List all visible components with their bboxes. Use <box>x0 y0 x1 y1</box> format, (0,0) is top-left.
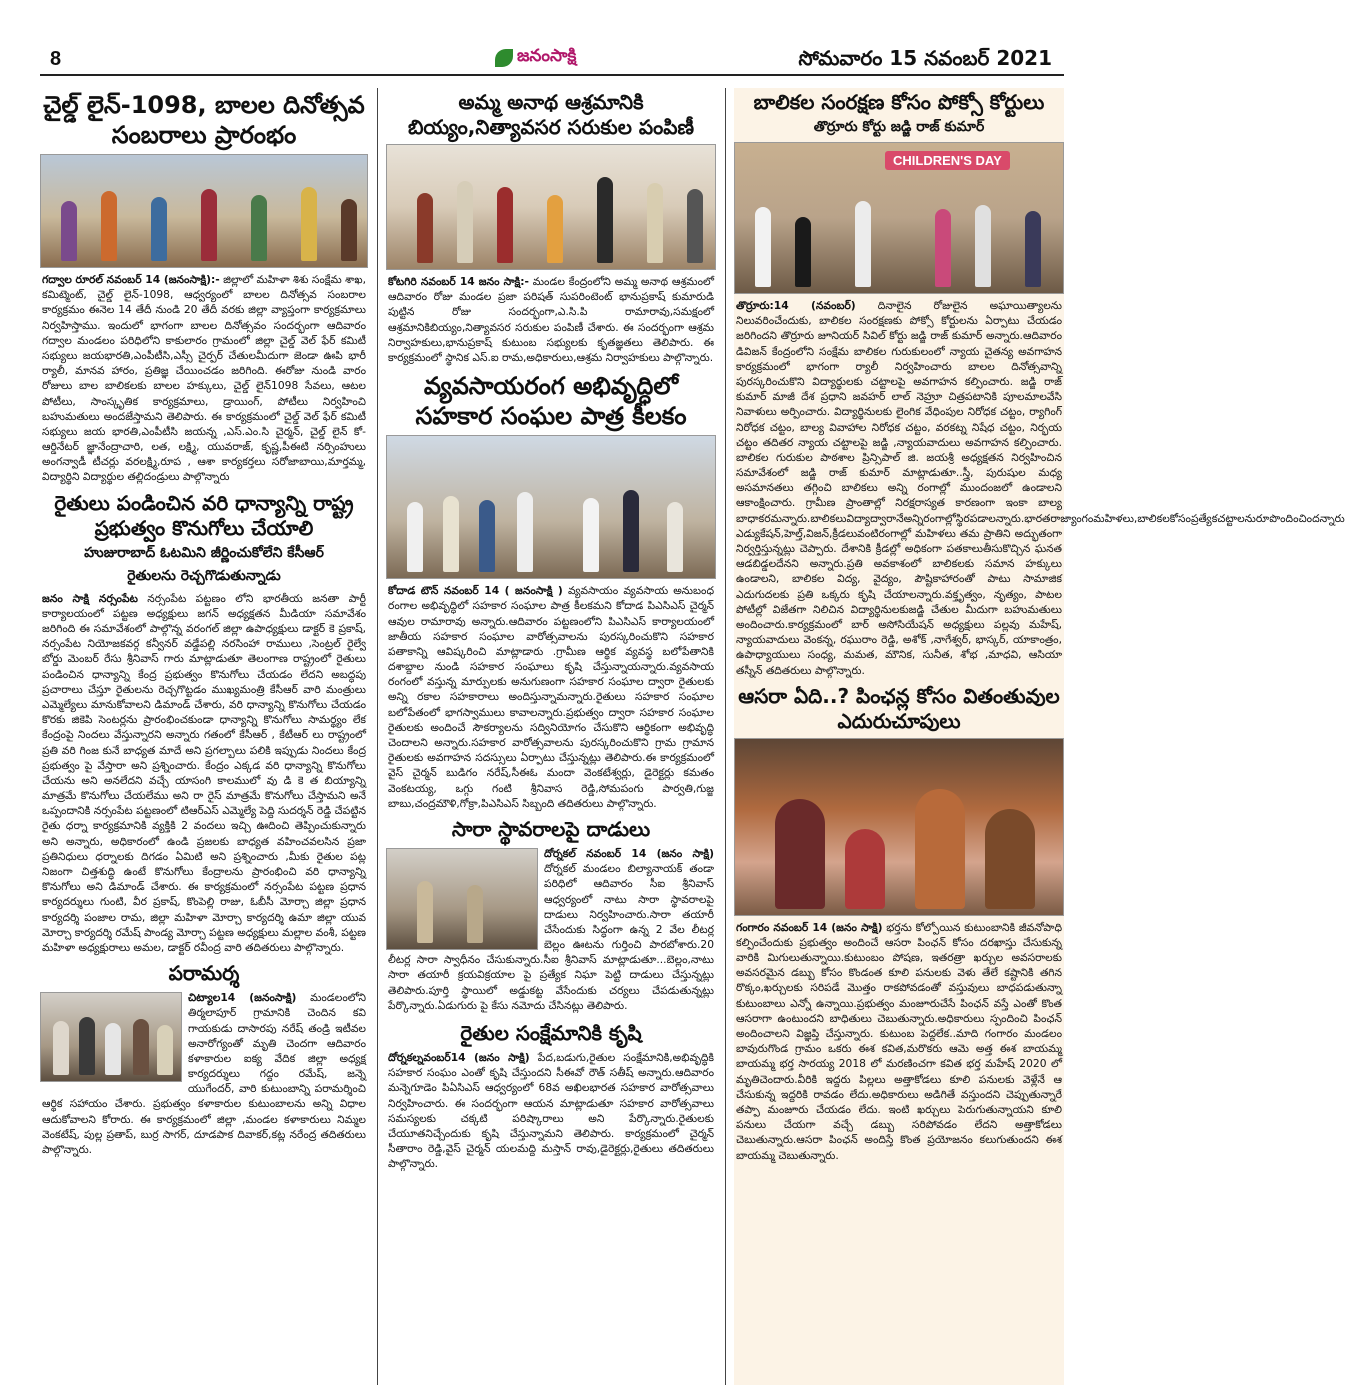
headline-pension: ఆసరా ఏది..? పింఛన్ల కోసం వితంతువుల ఎదురుచూపులు <box>738 683 1060 733</box>
article-text: దోర్నకల్ మండలం బిల్యానాయక్ తండా పరిధిలో ఆదివారం సీఐ శ్రీనివాస్ ఆధ్వర్యంలో నాటు సారా స్థావరాలపై దాడులు నిర్వహించారు.సారా తయారీ చేసేందుకు సిద్ధంగా ఉన్న 2 వేల లీటర్ల బెల్లం ఊటను గుర్తించి పారబోశారు.20 లీటర్ల సారా స్వాధీనం చేసుకున్నారు.సీఐ శ్రీనివాస్ మాట్లాడుతూ...బెల్లం,నాటు సారా తయారీ క్రయవిక్రయాల పై ప్రత్యేక నిఘా పెట్టి దాడులు చేస్తున్నట్లు తెలిపారు.పూర్తి స్థాయిలో అడ్డుకట్ట వేసేందుకు చర్యలు చేపడుతున్నట్లు పేర్కొన్నారు.ఏడుగురు పై కేసు నమోదు చేసినట్లు తెలిపారు. <box>388 862 714 1012</box>
article-paddy-body <box>42 591 366 956</box>
headline-liquor-raids: సారా స్థావరాలపై దాడులు <box>451 816 651 841</box>
article-childline-body <box>42 272 366 485</box>
dateline: తొర్రూరు:14 (నవంబర్) <box>736 299 856 312</box>
headline-pocso: బాలికల సంరక్షణ కోసం పోక్సో కోర్టులు <box>753 90 1045 114</box>
headline-cooperative: వ్యవసాయరంగ అభివృద్ధిలో సహకార సంఘల పాత్ర కీలకం <box>415 372 687 431</box>
photo-raid <box>386 848 538 950</box>
subhead-paddy-1: హుజురాబాద్ ఓటమిని జీర్ణించుకోలేని కేసీఆర్ <box>84 544 324 561</box>
headline-paddy: రైతులు పండించిన వరి ధాన్యాన్ని రాష్ట్ర ప్రభుత్వం కొనుగోలు చేయాలి <box>54 490 354 540</box>
article-text: మండలంలోని తిర్మలాపూర్ గ్రామానికి చెందిన కవి గాయకుడు దాసారపు నరేష్ తండ్రి ఇటీవల అనారోగ్యంతో మృతి చెందగా ఆదివారం కళాకారుల ఐక్య వేదిక జిల్లా అధ్యక్ష కార్యదర్శులు గద్దం రమేష్, జన్నె యుగేందర్, వారి కుటుంబాన్ని పరామర్శించి ఆర్థిక సహాయం చేశారు. ప్రభుత్వం కళాకారుల కుటుంబాలను అన్ని విధాల ఆదుకోవాలని కోరారు. ఈ కార్యక్రమంలో జిల్లా ,మండల కళాకారులు నిమ్మల వెంకటేష్, పుల్ల ప్రతాప్, బుర్ర సాగర్, దూడపాక దివాకర్,కట్ల నరేంద్ర తదితరులు పాల్గొన్నారు. <box>42 991 366 1156</box>
article-text: పేద,బడుగు,రైతుల సంక్షేమానికి,అభివృద్ధికి సహకార సంఘం ఎంతో కృషి చేస్తుందని సీఈవో రౌత్ సతీష్ అన్నారు.ఆదివారం మన్నెగూడెం పిఏసిఎస్ ఆధ్వర్యంలో 68వ అఖిలభారత సహకార వారోత్సవాలు నిర్వహించారు. ఈ సందర్భంగా ఆయన మాట్లాడుతూ సహకార వారోత్సవాలు సమస్యలకు చక్కటి పరిష్కారాలు అని పేర్కొన్నారు.రైతులకు చేయూతనిచ్చేందుకు కృషి చేస్తున్నామని తెలిపారు. కార్యక్రమంలో చైర్మన్ సీతారాం రెడ్డి,వైస్ చైర్మన్ యలమద్ది మస్తాన్ రావు,డైరెక్టర్లు,రైతులు తదితరులు పాల్గొన్నారు. <box>388 1051 714 1171</box>
headline-orphanage: అమ్మ అనాథ ఆశ్రమానికి బియ్యం,నిత్యావసర సరుకుల పంపిణీ <box>408 90 694 139</box>
article-text: జిల్లాలో మహిళా శిశు సంక్షేమ శాఖ, కమిట్మెంట్, చైల్డ్ లైన్-1098, ఆధ్వర్యంలో బాలల దినోత్సవ సంబరాల కార్యక్రమం ఈనెల 14 తేదీ నుండి 20 తేదీ వరకు జిల్లా వ్యాప్తంగా కార్యక్రమాలు నిర్వహిస్తాము. ఇందులో భాగంగా బాలల దినోత్సవం సందర్భంగా ఆదివారం గద్వాల మండలం పరిధిలోని కాకులారం గ్రామంలో జిల్లా చైల్డ్ వెల్ ఫేర్ కమిటీ సభ్యులు జయభారతి,ఎంపీటీసి,ఎస్సీ చైర్పర్ చేతులమీదుగా జెండా ఊపి భారీ ర్యాలీ, మానవ హారం, ప్రతిజ్ఞ చేయించడం జరిగింది. ఈరోజు నుండి వారం రోజులు బాల బాలికలకు బాలల హక్కులు, చైల్డ్ లైన్1098 సేవలు, ఆటల పోటీలు, సాంస్కృతిక కార్యక్రమాలు, డ్రాయింగ్, పోటీలు నిర్వహించి బహుమతులు అందజేస్తామని తెలిపారు. ఈ కార్యక్రమంలో చైల్డ్ వెల్ ఫేర్ కమిటీ సభ్యులు జయ భారతి,ఎంపీటీసి జయన్న ,ఎస్.ఎం.సి చైర్మన్, చైల్డ్ లైన్ కో-ఆర్డినేటర్ జ్ఞానేంద్రాచారి, లత, లక్ష్మి, యువరాజ్, కృష్ణ,పీఈటి నర్సింహులు అంగన్వాడీ టీచర్లు వరలక్ష్మి,రూప , ఆశా కార్యకర్తలు సరోజాబాయి,మార్తమ్మ, విద్యార్థిని విద్యార్థుల తల్లిదండ్రులు పాల్గొన్నారు <box>42 273 366 484</box>
newspaper-logo <box>495 44 576 72</box>
article-pocso-body <box>736 298 1345 678</box>
dateline: గద్వాల రూరల్ నవంబర్ 14 (జనంసాక్షి):- <box>42 273 220 286</box>
dateline: జనం సాక్షి నర్సంపేట <box>42 591 138 605</box>
article-cooperative-body <box>388 583 714 811</box>
headline-condolence: పరామర్శ <box>168 961 240 986</box>
column-2 <box>386 88 716 1385</box>
leaf-icon <box>495 49 513 67</box>
dateline: దోర్నకల్ నవంబర్ 14 (జనం సాక్షి) <box>544 846 714 860</box>
column-divider <box>377 88 378 1385</box>
dateline: గంగారం నవంబర్ 14 (జనం సాక్షి) <box>736 920 883 934</box>
logo-text: జనంసాక్షి <box>517 46 577 66</box>
banner-childrens-day: CHILDREN'S DAY <box>885 151 1010 170</box>
subhead-paddy-2: రైతులను రెచ్చగొడుతున్నాడు <box>127 567 281 584</box>
article-text: దినాలైన రోజులైన అఘాయిత్యాలను నిలువరించేందుకు, బాలికల సంరక్షణకు పోక్సో కోర్టులను ఏర్పాటు చేయడం జరిగిందని తొర్రూరు జూనియర్ సివిల్ కోర్టు జడ్జి రాజ్ కుమార్ అన్నారు.ఆదివారం డివిజన్ కేంద్రంలోని సంక్షేమ బాలికల గురుకులంలో న్యాయ చైతన్య అవగాహన కార్యక్రమంలో భాగంగా ర్యాలీ నిర్వహించారు బాలల దినోత్సవాన్ని పురస్కరించుకొని విద్యార్థులకు చట్టాలపై అవగాహన కల్పించారు. జడ్జి రాజ్ కుమార్ మాజీ దేశ ప్రధాని జవహర్ లాల్ నెహ్రూ చిత్రపటానికి పూలమాలవేసి నివాళులు అర్పించారు. విద్యార్థినులకు లైంగిక వేధింపుల నిరోధక చట్టం, ర్యాగింగ్ నిరోధక చట్టం, బాల్య వివాహాల నిరోధక చట్టం, వరకట్న నిషేధ చట్టం, నిర్భయ చట్టం తదితర న్యాయ చట్టాలపై జడ్జి ,న్యాయవాదులు అవగాహన కల్పించారు. బాలికల గురుకుల పాఠశాల ప్రిన్సిపాల్ జి. జయశ్రీ అధ్యక్షతన నిర్వహించిన సమావేశంలో జడ్జి రాజ్ కుమార్ మాట్లాడుతూ..స్త్రీ, పురుషుల మధ్య అసమానతలు తగ్గించి బాలికలు అన్ని రంగాల్లో ముందంజలో ఉండాలని ఆకాంక్షించారు. గ్రామీణ ప్రాంతాల్లో నిరక్షరాస్యత కారణంగా ఇంకా బాల్య బాధాకరమన్నారు.బాలికలువిద్యాద్వారానేఅన్నిరంగాల్లోస్థిరపడాలన్నారు.భారతరాజ్యాంగంమహిళలు,బాలికలకోసంప్రత్యేకచట్టాలనురూపొందించిందన్నారు ఎడ్యుకేషన్,హెల్త్,విజన్,క్రీడలువంటిరంగాల్లో మహిళలు తమ ప్రాతిని అద్భుతంగా నిర్వర్తిస్తున్నట్లు చెప్పారు. దేశానికి క్రీడల్లో అధికంగా పతకాలుతీసుకొచ్చిన ఘనత ఆడబిడ్డలదేనని అన్నారు.ప్రతి అవకాశంలో బాలికలకు సమాన హక్కులు ఉండాలని, బాలికల విద్య, వైద్యం, పౌష్టికాహారంతో పాటు సామాజిక ఎదుగుదలకు ప్రతి ఒక్కరు కృషి చేయాలన్నారు.వక్తృత్వం, నృత్యం, పాటల పోటీల్లో విజేతగా నిలిచిన విద్యార్థినులకుజడ్జి చేతుల మీదుగా బహుమతులు అందించారు.కార్యక్రమంలో బార్ అసోసియేషన్ అధ్యక్షులు పల్లవు మహేష్, న్యాయవాదులు వెంకన్న, రఘురాం రెడ్డి, అశోక్ ,నాగేశ్వర్, భాస్కర్, యాకాంత్రం, ఉపాధ్యాయులు సంధ్య, మమత, మౌనిక, సునీత, శోభ ,మాధవి, ఆసియా తస్నీన్ తదితరులు పాల్గొన్నారు. <box>736 299 1345 677</box>
subhead-pocso: తొర్రూరు కోర్టు జడ్జి రాజ్ కుమార్ <box>813 119 985 135</box>
article-text: భర్తను కోల్పోయిన కుటుంబానికి జీవనోపాధి కల్పించేందుకు ప్రభుత్వం అందించే ఆసరా పింఛన్ కోసం దరఖాస్తు చేసుకున్న వారికి మిగులుతున్నాయి.కుటుంబం పోషణ, ఇతరత్రా ఖర్చుల అవసరాలకు అవసరమైన డబ్బు కోసం కొండంత కూలి పనులకు వెళు తేలే కష్టానికి తగిన రొక్కం,ఖర్చులకు సరిపడే మొత్తం రాకపోవడంతో వస్తువులు బాధపడుతున్నా కుటుంబాలు ఎన్నో ఉన్నాయి.ప్రభుత్వం మంజూరుచేసే పింఛన్ వస్తే ఎంతో కొంత ఆసరాగా ఉంటుందని బాధితులు చెబుతున్నారు.అధికారులు స్పందించి పింఛన్ అందించాలని విజ్ఞప్తి చేస్తున్నారు. కుటుంబ పెద్దలేక..మాది గంగారం మండలం బావురుగొండ గ్రామం ఒకరు ఈశ కవిత,మరొకరు ఆమె అత్త ఈశ బాయమ్మ బాయమ్మ భర్త సారయ్య 2018 లో మరణించగా కవిత భర్త మహేష్ 2020 లో మృతిచెందారు.వీరికి ఇద్దరు పిల్లలు అత్తాకోడలు కూలి పనులకు వెళ్లేనే ఆ చేసుకున్న ఇద్దరికి రావడం లేదు.అధికారులు అడిగితే వస్తుందని చెప్పుతున్నారే తప్పా మంజూరు చేయడం లేదు. ఇంటి ఖర్చులు పెరుగుతున్నాయని కూలి పనులు చేయగా వచ్చే డబ్బు సరిపోవడం లేదని అత్తాకోడలు చెబుతున్నారు.ఆసరా పింఛన్ అందిస్తే కొంత ప్రయోజనం కలుగుతుందని ఈశ బాయమ్మ చెబుతున్నారు. <box>736 920 1062 1162</box>
article-orphanage-body <box>388 274 714 365</box>
photo-rally <box>40 154 368 268</box>
dateline: చిట్యాల14 (జనంసాక్షి) <box>188 991 297 1005</box>
dateline: కోటగిరి నవంబర్ 14 జనం సాక్షి:- <box>388 275 529 288</box>
column-1 <box>40 88 368 1385</box>
masthead <box>40 44 1064 74</box>
article-farmer-body <box>388 1050 714 1172</box>
dateline: దోర్నకల్నవంబర్14 (జనం సాక్షి) <box>388 1051 530 1064</box>
photo-widows <box>734 738 1064 916</box>
headline-childline: చైల్డ్ లైన్-1098, బాలల దినోత్సవ సంబరాలు ప్రారంభం <box>43 91 365 149</box>
column-3 <box>734 88 1345 1385</box>
issue-date: సోమవారం 15 నవంబర్ 2021 <box>798 46 1052 70</box>
photo-childrens-day <box>734 142 1064 294</box>
column-divider <box>725 88 726 1385</box>
dateline: కోదాడ టౌన్ నవంబర్ 14 ( జనంసాక్షి ) <box>388 584 563 598</box>
photo-flag-hoisting <box>386 435 716 579</box>
photo-condolence <box>40 992 182 1082</box>
photo-orphanage <box>386 144 716 270</box>
article-pension-body <box>736 920 1062 1163</box>
article-text: వ్యవసాయం వ్యవసాయ అనుబంధ రంగాల అభివృద్ధిలో సహకార సంఘాల పాత్ర కీలకమని కోదాడ పిఎసిఎస్ చైర్మన్ ఆవుల రామారావు అన్నారు.ఆదివారం పట్టణంలోని పిఎసిఎస్ కార్యాలయంలో జాతీయ సహకార సంఘాల వారోత్సవాలను పురస్కరించుకొని సహకార పతాకాన్ని ఆవిష్కరించి మాట్లాడారు .గ్రామీణ ఆర్థిక వ్యవస్థ బలోపేతానికి దశాబ్దాల నుండి సహకార సంఘాలు కృషి చేస్తున్నాయన్నారు.వ్యవసాయ రంగంలో వస్తున్న మార్పులకు అనుగుణంగా సహకార సంఘాల ద్వారా రైతులకు అన్ని రకాల సహకారాలు అందిస్తున్నామన్నారు.రైతులు సహకార సంఘాల బలోపేతంలో భాగస్వాములు కావాలన్నారు.ప్రభుత్వం ద్వారా సహకార సంఘాల రైతులకు అందించే సౌకర్యాలను సద్వినియోగం చేసుకొని ఆర్థికంగా అభివృద్ధి చెందాలని అన్నారు.సహకార వారోత్సవాలను పురస్కరించుకొని గ్రామ గ్రామాన రైతులకు అవగాహన సదస్సులు ఏర్పాటు చేస్తున్నట్లు తెలిపారు.ఈ కార్యక్రమంలో వైస్ చైర్మన్ బుడిగం నరేష్,సీఈఓ మందా వెంకటేశ్వర్లు, డైరెక్టర్లు కమతం వెంకటయ్య, ఒగ్గు గంటి శ్రీనివాస రెడ్డి,సోమపంగు పార్వతి,గుజ్జ బాబు,చంద్రమౌళి,గోక్రా,పిఎసిఎస్ సిబ్బంది తదితరులు పాల్గొన్నారు. <box>388 584 714 810</box>
page-number: 8 <box>50 48 62 70</box>
article-text: మండల కేంద్రంలోని అమ్మ అనాథ ఆశ్రమంలో ఆదివారం రోజు మండల ప్రజా పరిషత్ సుపరింటెంట్ భానుప్రకాష్ కుమారుడి పుట్టిన రోజు సందర్భంగా,ఎ.సి.పి రామారావు,సమక్షంలో ఆశ్రమానికిబియ్యం,నిత్యావసర సరుకుల పంపిణీ చేశారు. ఈ సందర్భంగా ఆశ్రమ నిర్వాహకులు,భానుప్రకాష్ కుటుంబ సభ్యులకు కృతజ్ఞతలు తెలిపారు. ఈ కార్యక్రమంలో స్థానిక ఎస్.ఐ రామ,అధికారులు,ఆశ్రమ నిర్వాహకులు పాల్గొన్నారు. <box>388 275 714 364</box>
article-text: నర్సంపేట పట్టణం లోని భారతీయ జనతా పార్టీ కార్యాలయంలో పట్టణ అధ్యక్షులు జగన్ అధ్యక్షతన మీడియా సమావేశం జరిగింది ఈ సమావేశంలో పాల్గొన్న వరంగల్ జిల్లా ఉపాధ్యక్షులు డాక్టర్ కె ప్రకాష్, నర్సంపేట నియోజకవర్గ కన్వీనర్ వడ్డేపల్లి నరసింహా రాములు ,సెంట్రల్ రైల్వే బోర్డు మెంబర్ రేసు శ్రీనివాస్ గారు మాట్లాడుతూ తెలంగాణ రాష్ట్రంలో రైతులు పండించిన ధాన్యాన్ని కేంద్ర ప్రభుత్వం కొనుగోలు చేయడం లేదని అబద్ధపు ప్రచారాలు చేస్తూ రైతులను రెచ్చగొట్టడం ముఖ్యమంత్రి కేసీఆర్ వారి మంత్రులు ఎమ్మెల్యేలు మానుకోవాలని డిమాండ్ చేశారు, వరి ధాన్యాన్ని కొనుగోలు చేయడం కొరకు జికెపి సెంటర్లను ప్రారంభించకుండా ధాన్యాన్ని కొనుగోలు సామర్థ్యం లేక కేంద్రంపై నిందలు వేస్తున్నారని అన్నారు గతంలో కేసీఆర్ , కేటీఆర్ లు రాష్ట్రంలో ప్రతి వరి గింజ కునే బాధ్యత మాదే అని ప్రగల్బాలు పలికి ఇప్పుడు నిందలు కేంద్ర ప్రభుత్వం పై వేస్తారా అని ప్రశ్నించారు. కేంద్రం ఎక్కడ వరి ధాన్యాన్ని కొనుగోలు చేయను అని అనలేదని వచ్చే యాసంగి కాలములో వు డి కె త బియ్యాన్ని మాత్రమే కొనుగోలు చేయలేము అని రా రైస్ మాత్రమే కొనుగోలు చేస్తామని అనే ఒప్పందానికి నర్సంపేట పట్టణంలో టిఆర్ఎస్ ఎమ్మెల్యే పెద్ది సుదర్శన్ రెడ్డి చేపట్టిన రైతు ధర్నా కార్యక్రమానికి వ్యక్తికి 2 వందలు ఇచ్చి ఊదించి తెప్పించుకున్నారు అని అన్నారు, అధికారంలో ఉండి ప్రజలకు బాధ్యత వహించవలసిన ప్రజా ప్రతినిధులు ధర్నాలకు దిగడం ఏమిటి అని ప్రశ్నించారు ,మీకు రైతుల పట్ల నిజంగా చిత్తశుద్ధి ఉంటే కొనుగోలు కేంద్రాలను ప్రారంభించి వరి ధాన్యాన్ని కొనుగోలు అని డిమాండ్ చేశారు. ఈ కార్యక్రమంలో నర్సంపేట పట్టణ ప్రధాన కార్యదర్శులు గుంటి, వీర ప్రకాష్, కొంపెల్లి రాజు, ఓబీసీ మోర్చా జిల్లా ప్రధాన కార్యదర్శి పంజాల రామ, జిల్లా మహిళా మోర్చా కార్యదర్శి ఉమా జిల్లా యువ మోర్చా కార్యదర్శి రమేష్ పాండ్య మోర్చా పట్టణ అధ్యక్షులు మల్లాల వంశీ, పట్టణ మహిళా అధ్యక్షురాలు అమల, డాక్టర్ రవీంద్ర వారి తదితరులు పాల్గొన్నారు. <box>42 591 366 954</box>
masthead-rule <box>40 74 1064 76</box>
headline-farmer-welfare: రైతుల సంక్షేమానికి కృషి <box>460 1021 642 1045</box>
